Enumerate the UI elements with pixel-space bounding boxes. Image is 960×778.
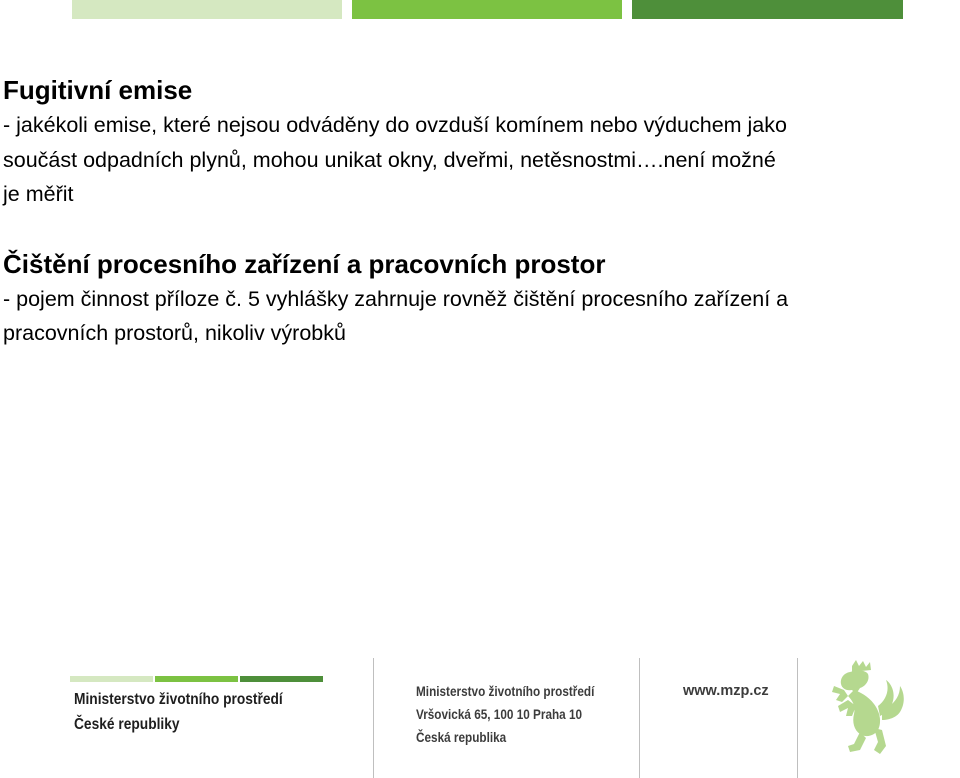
footer-divider bbox=[639, 658, 640, 778]
section-heading-fugitive-emissions: Fugitivní emise bbox=[3, 75, 193, 105]
footer-stripe-medium bbox=[155, 676, 238, 682]
top-bar-dark bbox=[632, 0, 903, 19]
ministry-name-line: České republiky bbox=[74, 716, 180, 733]
address-line: Ministerstvo životního prostředí bbox=[416, 683, 595, 699]
top-bar-medium bbox=[352, 0, 622, 19]
footer-divider bbox=[373, 658, 374, 778]
ministry-address bbox=[416, 680, 594, 749]
footer-divider bbox=[797, 658, 798, 778]
footer-stripe-dark bbox=[240, 676, 323, 682]
top-color-bars bbox=[0, 0, 960, 20]
website-link[interactable]: www.mzp.cz bbox=[683, 683, 769, 699]
footer-color-stripes bbox=[70, 676, 323, 682]
top-bar-light bbox=[72, 0, 342, 19]
footer bbox=[0, 654, 960, 778]
footer-stripe-light bbox=[70, 676, 153, 682]
section-spacer bbox=[3, 212, 958, 246]
section-text-line: - pojem činnost příloze č. 5 vyhlášky zahrnuje rovněž čištění procesního zařízení a bbox=[3, 286, 789, 311]
section-text-line: součást odpadních plynů, mohou unikat okny, dveřmi, netěsnostmi….není možné bbox=[3, 147, 776, 172]
ministry-name-line: Ministerstvo životního prostředí bbox=[74, 691, 283, 708]
section-text-line: je měřit bbox=[3, 182, 74, 206]
address-line: Česká republika bbox=[416, 729, 507, 745]
slide-content bbox=[3, 72, 958, 351]
ministry-logo-text bbox=[74, 687, 283, 737]
address-line: Vršovická 65, 100 10 Praha 10 bbox=[416, 706, 583, 722]
section-text-line: - jakékoli emise, které nejsou odváděny do ovzduší komínem nebo výduchem jako bbox=[3, 113, 787, 137]
section-text-line: pracovních prostorů, nikoliv výrobků bbox=[3, 321, 346, 345]
czech-lion-icon bbox=[830, 660, 906, 756]
section-heading-cleaning: Čištění procesního zařízení a pracovních prostor bbox=[3, 248, 606, 279]
